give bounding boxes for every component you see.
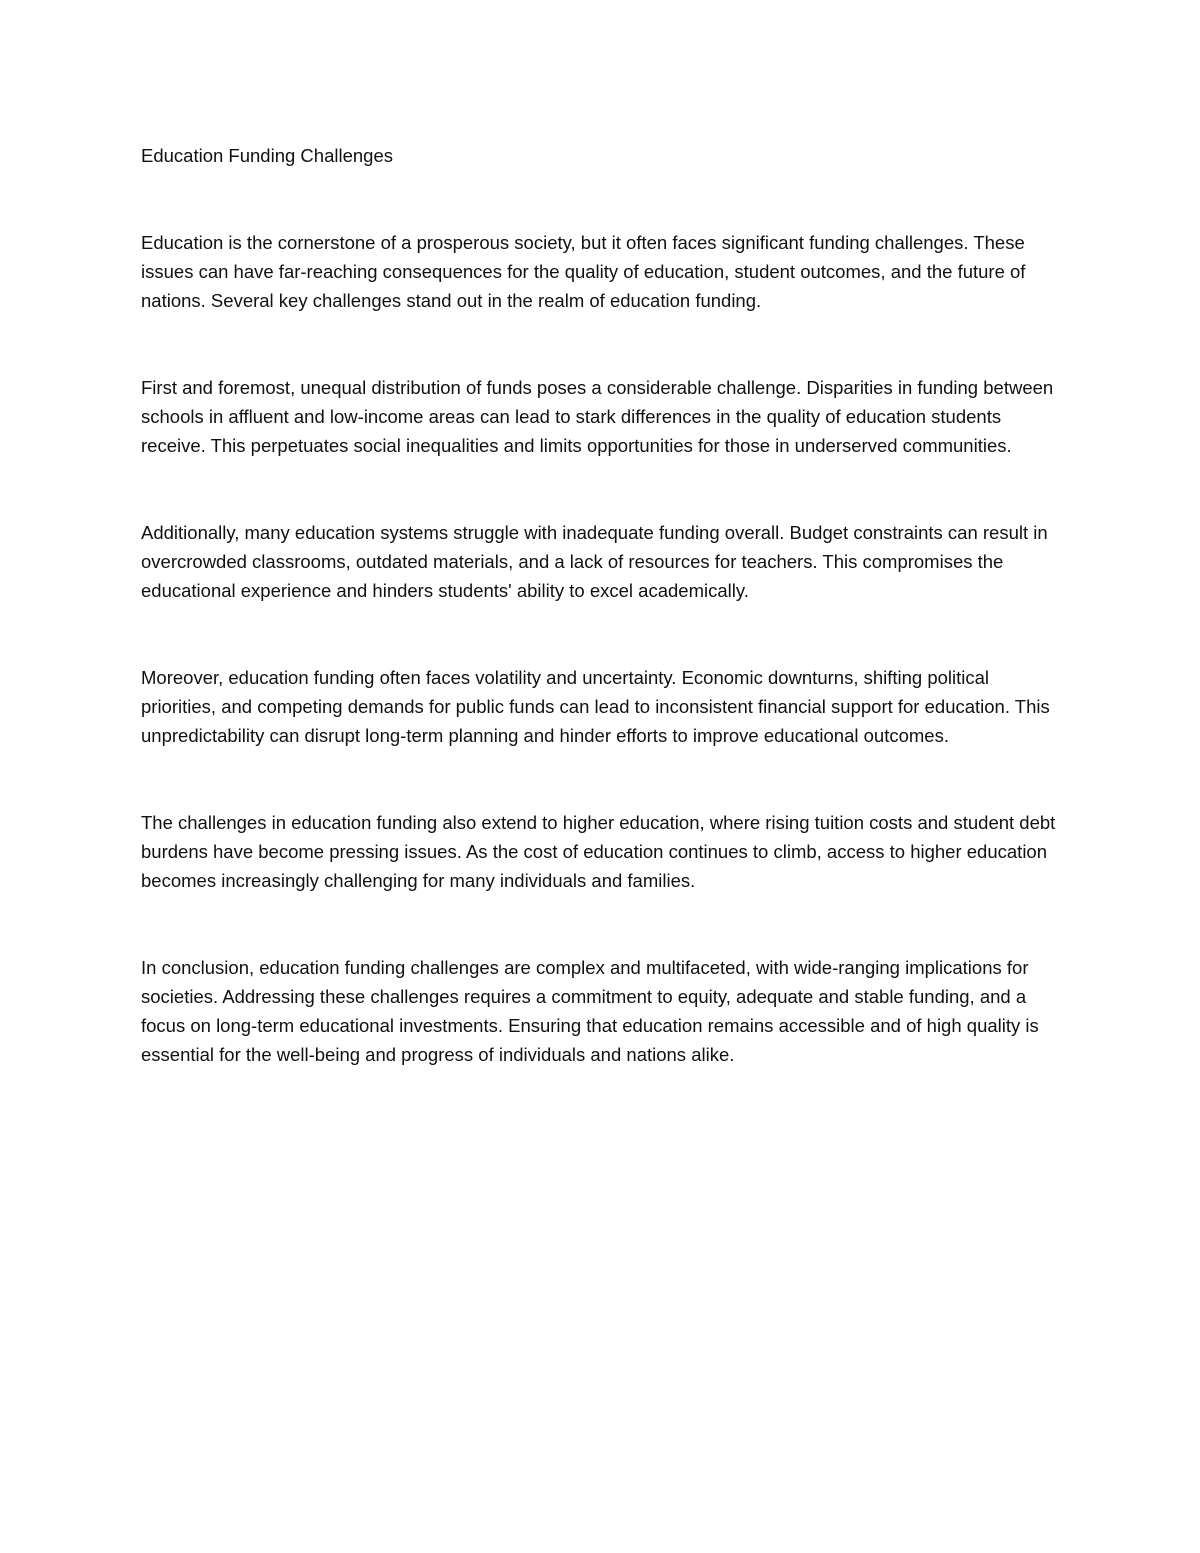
paragraph-inadequate-funding: Additionally, many education systems struggle with inadequate funding overall. Budget constraints can result in overcrowded classrooms, outdated materials, and a lack of resources for teachers. This compromises the educational experience and hinders students' ability to excel academically. — [141, 522, 1048, 601]
paragraph-conclusion: In conclusion, education funding challenges are complex and multifaceted, with wide-ranging implications for societies. Addressing these challenges requires a commitment to equity, adequate and stable funding, and a focus on long-term educational investments. Ensuring that education remains accessible and of high quality is essential for the well-being and progress of individuals and nations alike. — [141, 957, 1039, 1065]
paragraph-volatility: Moreover, education funding often faces volatility and uncertainty. Economic downturns, shifting political priorities, and competing demands for public funds can lead to inconsistent financial support for education. This unpredictability can disrupt long-term planning and hinder efforts to improve educational outcomes. — [141, 667, 1050, 746]
paragraph-higher-education: The challenges in education funding also extend to higher education, where rising tuition costs and student debt burdens have become pressing issues. As the cost of education continues to climb, access to higher education becomes increasingly challenging for many individuals and families. — [141, 812, 1056, 891]
paragraph-unequal-distribution: First and foremost, unequal distribution of funds poses a considerable challenge. Disparities in funding between schools in affluent and low-income areas can lead to stark differences in the quality of education students receive. This perpetuates social inequalities and limits opportunities for those in underserved communities. — [141, 377, 1054, 456]
document-title: Education Funding Challenges — [141, 145, 393, 166]
document-body — [141, 141, 1061, 1069]
paragraph-intro: Education is the cornerstone of a prosperous society, but it often faces significant funding challenges. These issues can have far-reaching consequences for the quality of education, student outcomes, and the future of nations. Several key challenges stand out in the realm of education funding. — [141, 232, 1026, 311]
